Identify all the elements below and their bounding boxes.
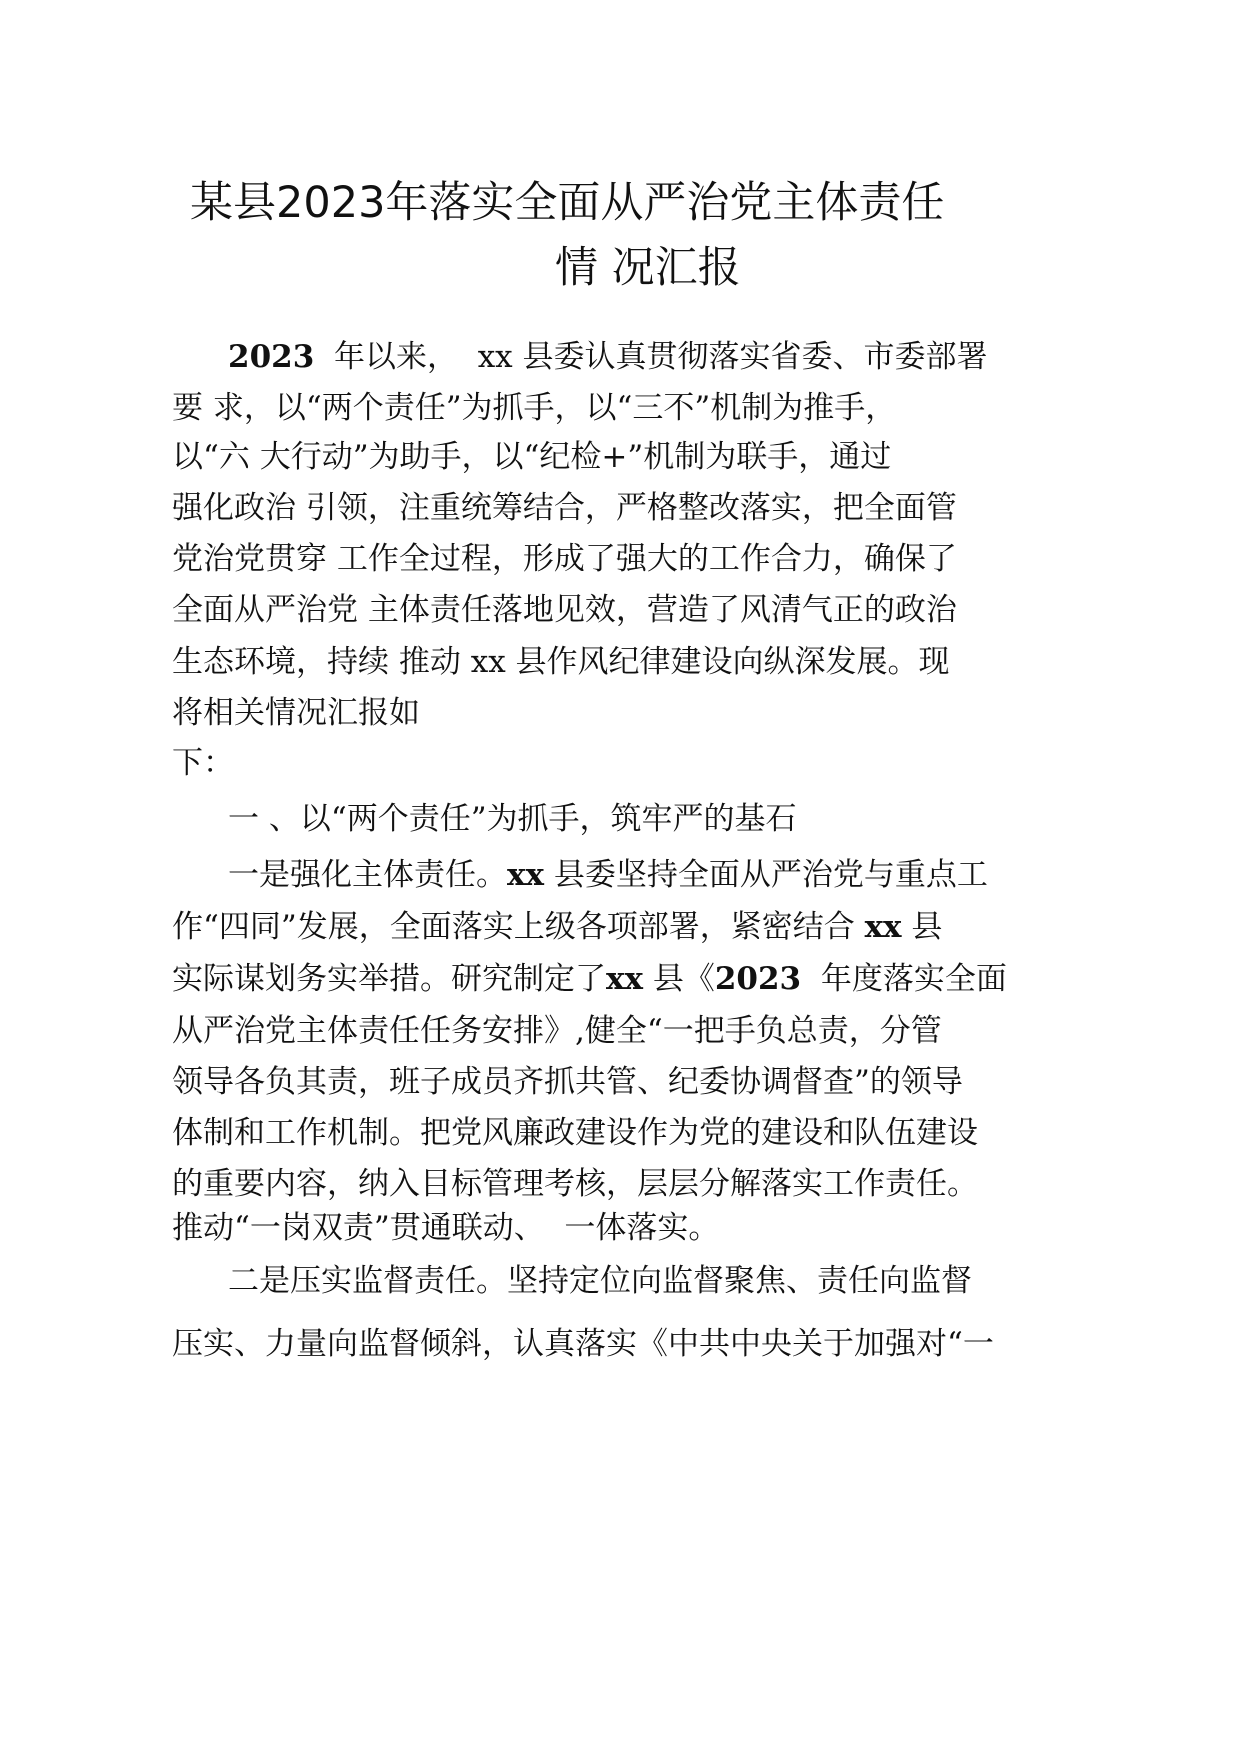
para1-line-6: 体制和工作机制。把党风廉政建设作为党的建设和队伍建设 <box>172 1115 978 1151</box>
para2-line-1: 二是压实监督责任。坚持定位向监督聚焦、责任向监督 <box>228 1263 972 1299</box>
para1-line-2-b: 县 <box>901 909 943 945</box>
intro-line-6: 全面从严治党 主体责任落地见效，营造了风清气正的政治 <box>172 592 957 628</box>
para1-line-3-c: 年度落实全面 <box>801 961 1007 997</box>
intro-line-5: 党治党贯穿 工作全过程，形成了强大的工作合力，确保了 <box>172 541 957 577</box>
para1-line-8: 推动“一岗双责”贯通联动、 一体落实。 <box>172 1210 720 1246</box>
para1-line-3-xx: xx <box>606 961 643 997</box>
intro-line-9: 下： <box>172 745 234 781</box>
para2-line-2: 压实、力量向监督倾斜，认真落实《中共中央关于加强对“一 <box>172 1326 994 1362</box>
para1-line-1-xx: xx <box>507 857 544 893</box>
para1-line-3-a: 实际谋划务实举措。研究制定了 <box>172 961 606 997</box>
para1-line-5: 领导各负其责，班子成员齐抓共管、纪委协调督查”的领导 <box>172 1064 963 1100</box>
para1-line-3-year: 2023 <box>714 961 802 997</box>
para1-line-4: 从严治党主体责任任务安排》,健全“一把手负总责，分管 <box>172 1013 942 1049</box>
document-title-line-2: 情 况汇报 <box>555 243 741 293</box>
para1-line-3 <box>172 960 1007 998</box>
document-title-line-1: 某县2023年落实全面从严治党主体责任 <box>190 178 945 228</box>
para1-line-1-b: 县委坚持全面从严治党与重点工 <box>543 857 988 893</box>
intro-line-1 <box>228 338 988 376</box>
para1-line-3-b: 县《 <box>642 961 715 997</box>
para1-line-1 <box>228 856 988 894</box>
para1-line-2-xx: xx <box>864 909 902 945</box>
para1-line-7: 的重要内容，纳入目标管理考核，层层分解落实工作责任。 <box>172 1166 978 1202</box>
intro-line-8: 将相关情况汇报如 <box>172 695 420 731</box>
para1-line-1-a: 一是强化主体责任。 <box>228 857 507 893</box>
intro-line-1-text: 年以来， xx 县委认真贯彻落实省委、市委部署 <box>314 339 988 375</box>
intro-line-3: 以“六 大行动”为助手，以“纪检+”机制为联手，通过 <box>172 439 892 475</box>
intro-line-4: 强化政治 引领，注重统筹结合，严格整改落实，把全面管 <box>172 490 957 526</box>
intro-line-2: 要 求，以“两个责任”为抓手，以“三不”机制为推手， <box>172 390 897 426</box>
para1-line-2 <box>172 908 942 946</box>
section-1-heading: 一 、以“两个责任”为抓手，筑牢严的基石 <box>228 801 797 837</box>
intro-line-7: 生态环境，持续 推动 xx 县作风纪律建设向纵深发展。现 <box>172 644 950 680</box>
intro-year: 2023 <box>228 339 315 375</box>
para1-line-2-a: 作“四同”发展，全面落实上级各项部署，紧密结合 <box>172 909 865 945</box>
